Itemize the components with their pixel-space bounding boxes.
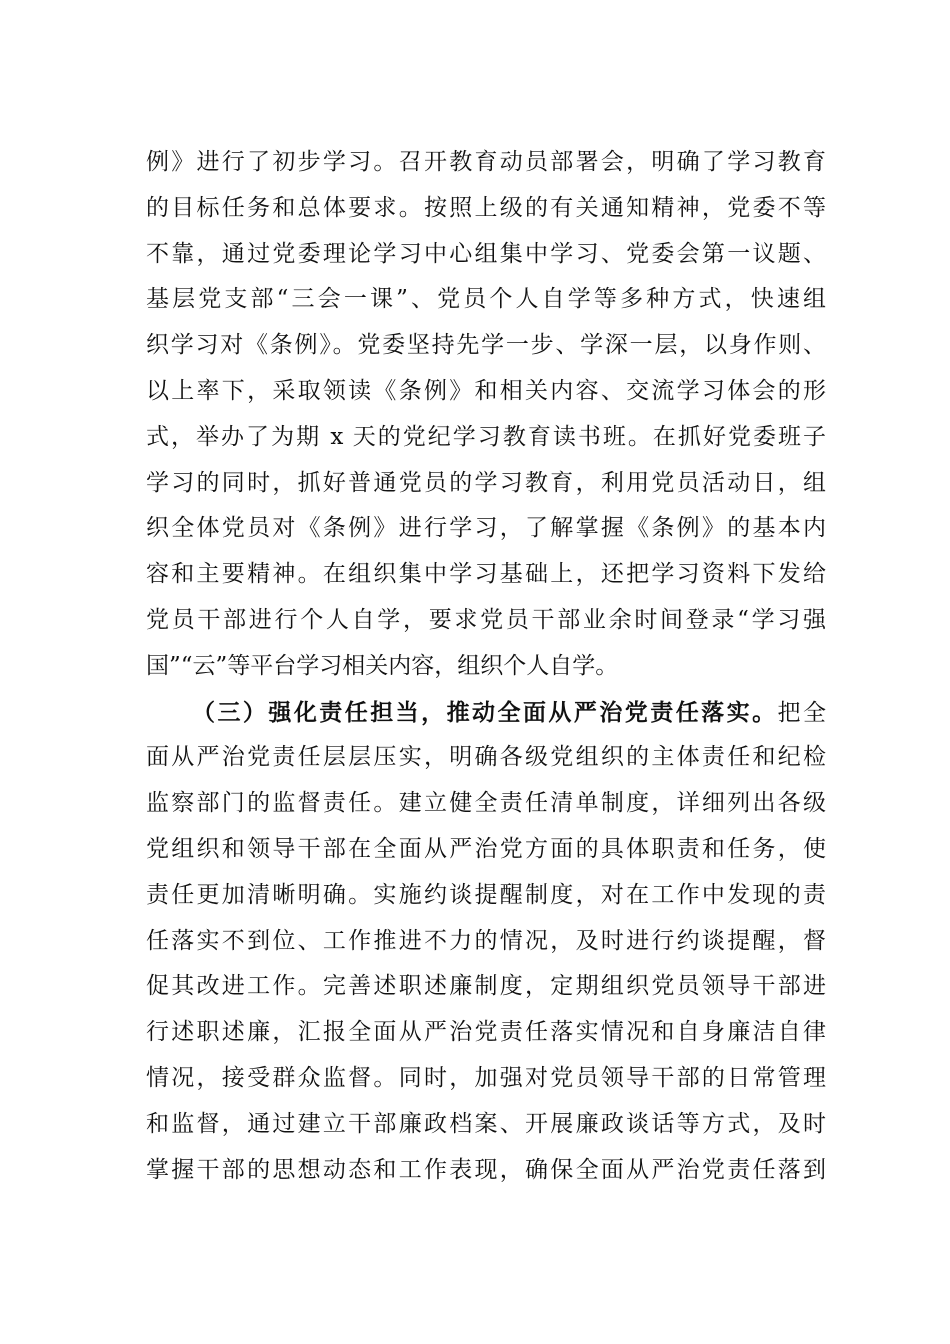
paragraph-line: 责任更加清晰明确。实施约谈提醒制度，对在工作中发现的责 [146,881,826,908]
paragraph-line: 国”“云”等平台学习相关内容，组织个人自学。 [146,652,619,679]
paragraph-line: 例》进行了初步学习。召开教育动员部署会，明确了学习教育 [146,149,826,175]
section-heading-line [146,690,826,736]
paragraph-line: 党员干部进行个人自学，要求党员干部业余时间登录“学习强 [146,606,826,633]
section-heading-tail: 把全 [777,699,827,726]
paragraph-line: 以上率下，采取领读《条例》和相关内容、交流学习体会的形 [146,377,826,404]
paragraph-line: 式，举办了为期 x 天的党纪学习教育读书班。在抓好党委班子 [146,423,826,450]
paragraph-line: 织全体党员对《条例》进行学习，了解掌握《条例》的基本内 [146,515,826,542]
paragraph-line: 不靠，通过党委理论学习中心组集中学习、党委会第一议题、 [146,240,826,267]
paragraph-line: 容和主要精神。在组织集中学习基础上，还把学习资料下发给 [146,561,826,588]
section-heading: （三）强化责任担当，推动全面从严治党责任落实。 [192,698,778,726]
paragraph-line: 党组织和领导干部在全面从严治党方面的具体职责和任务，使 [146,835,826,862]
paragraph-line: 掌握干部的思想动态和工作表现，确保全面从严治党责任落到 [146,1156,826,1183]
paragraph-line: 促其改进工作。完善述职述廉制度，定期组织党员领导干部进 [146,973,826,1000]
body-text [146,140,826,1193]
paragraph-line: 任落实不到位、工作推进不力的情况，及时进行约谈提醒，督 [146,927,826,954]
paragraph-line: 学习的同时，抓好普通党员的学习教育，利用党员活动日，组 [146,469,826,496]
paragraph-line: 行述职述廉，汇报全面从严治党责任落实情况和自身廉洁自律 [146,1019,826,1046]
paragraph-line: 织学习对《条例》。党委坚持先学一步、学深一层，以身作则、 [146,332,826,359]
paragraph-line: 和监督，通过建立干部廉政档案、开展廉政谈话等方式，及时 [146,1110,826,1137]
paragraph-line: 基层党支部“三会一课”、党员个人自学等多种方式，快速组 [146,286,826,313]
paragraph-line: 面从严治党责任层层压实，明确各级党组织的主体责任和纪检 [146,744,826,771]
paragraph-line: 监察部门的监督责任。建立健全责任清单制度，详细列出各级 [146,790,826,817]
paragraph-line: 情况，接受群众监督。同时，加强对党员领导干部的日常管理 [146,1064,826,1091]
paragraph-line: 的目标任务和总体要求。按照上级的有关通知精神，党委不等 [146,194,826,221]
